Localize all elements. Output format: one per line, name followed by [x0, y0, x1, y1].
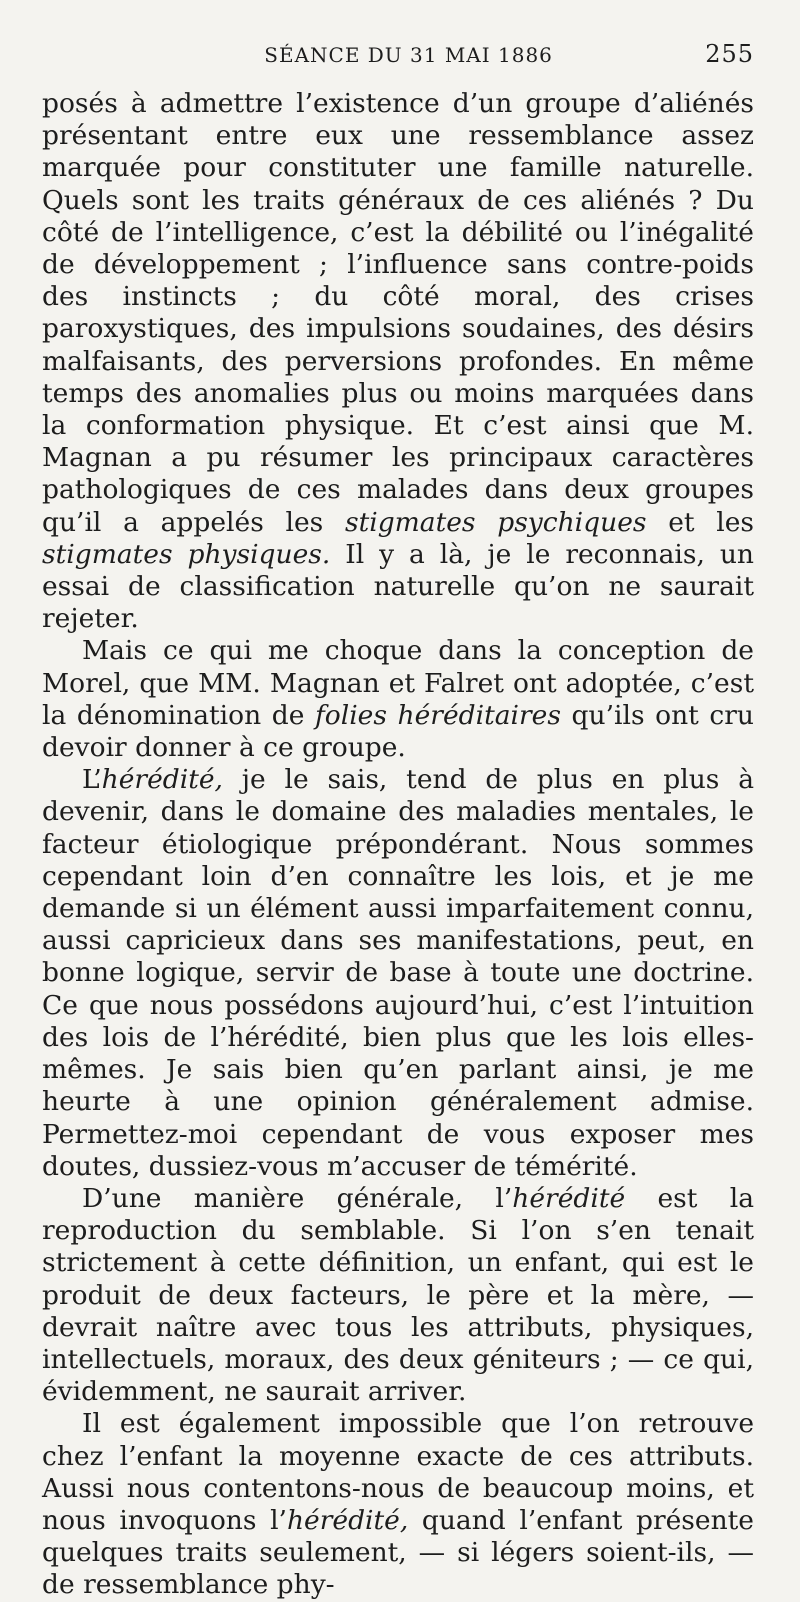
text-segment: D’une manière générale, l’ — [82, 1182, 513, 1214]
text-segment: Mais ce qui me choque dans la conception de Morel, que MM. Magnan et Falret ont adoptée, c’est la dénomination de — [42, 635, 754, 731]
text-segment: je le sais, tend de plus en plus à devenir, dans le domaine des maladies mentales, le facteur étiologique prépondérant. Nous sommes cependant loin d’en connaître les lois, et je me demande si un élément aussi imparfaitement connu, aussi capricieux dans ses manifestations, peut, en bonne logique, servir de base à toute une doctrine. Ce que nous possédons aujourd’hui, c’est l’intuition des lois de l’hérédité, bien plus que les lois elles-mêmes. Je sais bien qu’en parlant ainsi, je me heurte à une opinion généralement admise. Permettez-moi cependant de vous exposer mes doutes, dussiez-vous m’accuser de témérité. — [42, 764, 754, 1182]
italic-segment: hérédité, — [286, 1504, 409, 1536]
italic-segment: stigmates physiques. — [42, 538, 331, 570]
body-text — [42, 88, 754, 1602]
italic-segment: hérédité — [512, 1182, 626, 1214]
paragraph — [42, 764, 754, 1183]
paragraph — [42, 635, 754, 764]
text-segment: quand l’enfant présente quelques traits seulement, — si légers soient-ils, — de ressemblance phy- — [42, 1504, 754, 1601]
italic-segment: hérédité, — [101, 764, 223, 796]
text-segment: est la reproduction du semblable. Si l’on s’en tenait strictement à cette définition, un enfant, qui est le produit de deux facteurs, le père et la mère, — devrait naître avec tous les attributs, physiques, intellectuels, moraux, des deux géniteurs ; — ce qui, évidemment, ne saurait arriver. — [42, 1182, 754, 1408]
italic-segment: folies héréditaires — [314, 699, 561, 731]
text-segment: Il est également impossible que l’on retrouve chez l’enfant la moyenne exacte de ces attributs. Aussi nous contentons-nous de beaucoup moins, et nous invoquons l’ — [42, 1408, 754, 1536]
italic-segment: stigmates psychiques — [344, 506, 647, 538]
paragraph — [42, 1408, 754, 1601]
text-segment: qu’ils ont cru devoir donner à ce groupe. — [42, 699, 754, 764]
text-segment: et les — [646, 506, 755, 538]
running-head — [42, 40, 754, 78]
running-title: SÉANCE DU 31 MAI 1886 — [264, 43, 553, 67]
text-segment: L’ — [82, 764, 102, 796]
text-segment: Il y a là, je le reconnais, un essai de classification naturelle qu’on ne saurait rejeter. — [42, 538, 754, 635]
paragraph — [42, 1183, 754, 1408]
page-number: 255 — [705, 40, 754, 68]
text-segment: posés à admettre l’existence d’un groupe d’aliénés présentant entre eux une ressemblance assez marquée pour constituter une famille naturelle. Quels sont les traits généraux de ces aliénés ? Du côté de l’intelligence, c’est la débilité ou l’inégalité de développement ; l’influence sans contre-poids des instincts ; du côté moral, des crises paroxystiques, des impulsions soudaines, des désirs malfaisants, des perversions profondes. En même temps des anomalies plus ou moins marquées dans la conformation physique. Et c’est ainsi que M. Magnan a pu résumer les principaux caractères pathologiques de ces malades dans deux groupes qu’il a appelés les — [42, 88, 754, 538]
paragraph — [42, 88, 754, 635]
